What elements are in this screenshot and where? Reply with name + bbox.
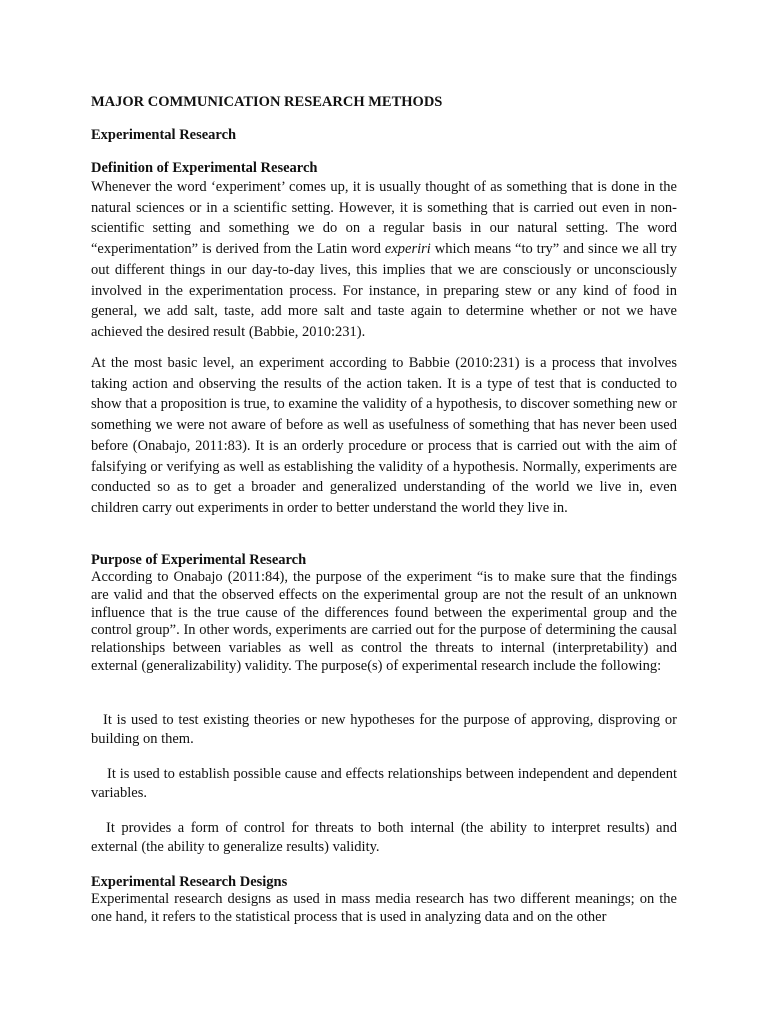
definition-p1-text-b: which means “to try” and since we all try out different things in our day-to-day lives, this implies that we are consciously or unconsciously involved in the experimentation process. For instance, in preparing stew or any kind of food in general, we add salt, taste, add more salt and taste again to determine whether or not we have achieved the desired result (Babbie, 2010:231).	[91, 241, 677, 340]
purpose-section	[91, 552, 677, 676]
section-heading: Experimental Research	[91, 127, 237, 143]
definition-heading: Definition of Experimental Research	[91, 160, 318, 176]
designs-section	[91, 874, 677, 927]
purpose-list-item: It is used to establish possible cause and effects relationships between independent and dependent variables.	[91, 766, 677, 801]
definition-paragraph-2: At the most basic level, an experiment according to Babbie (2010:231) is a process that involves taking action and observing the results of the action taken. It is a type of test that is conducted to show that a proposition is true, to examine the validity of a hypothesis, to discover something new or something we were not aware of before as well as usefulness of something that has never been used before (Onabajo, 2011:83). It is an orderly procedure or process that is carried out with the aim of falsifying or verifying as well as establishing the validity of a hypothesis. Normally, experiments are conducted so as to get a broader and generalized understanding of the world we live in, even children carry out experiments in order to better understand the world they live in.	[91, 355, 677, 516]
definition-paragraph-2-block	[91, 353, 677, 519]
document-title: MAJOR COMMUNICATION RESEARCH METHODS	[91, 94, 443, 110]
designs-heading: Experimental Research Designs	[91, 874, 288, 890]
definition-p1-italic: experiri	[384, 241, 431, 258]
purpose-heading: Purpose of Experimental Research	[91, 552, 307, 568]
designs-paragraph-1: Experimental research designs as used in mass media research has two different meanings; on the one hand, it refers to the statistical process that is used in analyzing data and on the other	[91, 891, 677, 925]
definition-section	[91, 160, 677, 343]
purpose-list-item: It provides a form of control for threats to both internal (the ability to interpret results) and external (the ability to generalize results) validity.	[91, 820, 677, 855]
purpose-list-item: It is used to test existing theories or new hypotheses for the purpose of approving, disproving or building on them.	[91, 712, 677, 747]
purpose-paragraph-1: According to Onabajo (2011:84), the purpose of the experiment “is to make sure that the findings are valid and that the observed effects on the experimental group are not the result of an unknown influence that is the true cause of the differences found between the experimental group and the control group”. In other words, experiments are carried out for the purpose of determining the causal relationships between variables as well as control the threats to internal (interpretability) and external (generalizability) validity. The purpose(s) of experimental research include the following:	[91, 569, 677, 674]
definition-p1-text-a: Whenever the word ‘experiment’ comes up, it is usually thought of as something that is done in the natural sciences or in a scientific setting. However, it is something that is carried out even in non-scientific setting and something we do on a regular basis in our natural setting. The word “experimentation” is derived from the Latin word	[91, 179, 677, 258]
definition-paragraph-1	[91, 177, 677, 343]
